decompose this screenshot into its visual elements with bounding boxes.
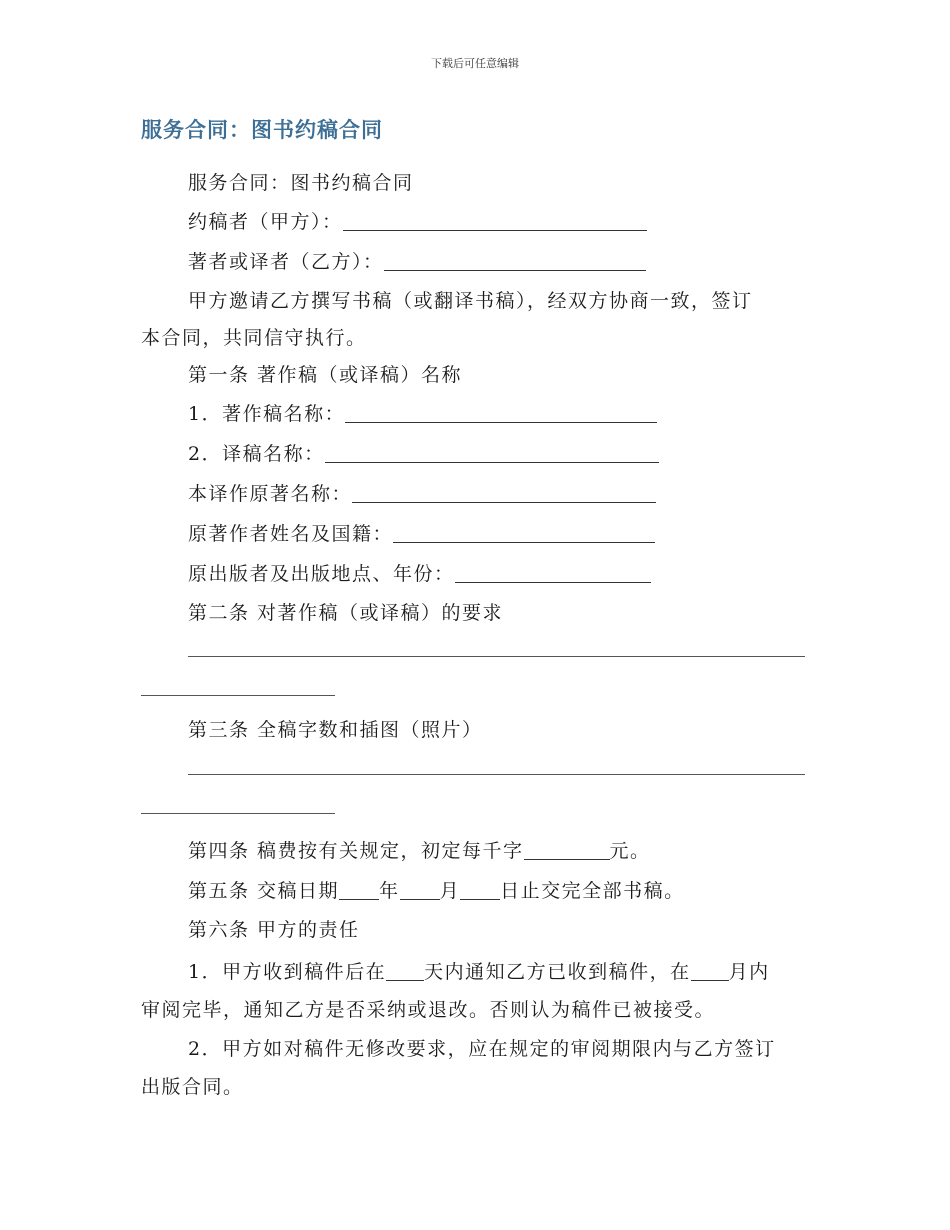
original-author-line — [188, 519, 655, 546]
party-a-line — [188, 207, 647, 234]
page-header-note: 下载后可任意编辑 — [431, 57, 519, 70]
original-publisher-line — [188, 559, 651, 586]
preamble-line-1: 甲方邀请乙方撰写书稿（或翻译书稿），经双方协商一致，签订 — [188, 290, 753, 312]
article-2-heading: 第二条 对著作稿（或译稿）的要求 — [188, 602, 504, 624]
original-author-label: 原著作者姓名及国籍： — [188, 523, 394, 545]
item-1-text-a: 1．甲方收到稿件后在 — [188, 961, 387, 983]
preamble-line-2: 本合同，共同信守执行。 — [141, 327, 367, 349]
original-title-blank — [352, 484, 656, 503]
article-2-blank-line-2 — [141, 695, 335, 696]
original-title-label: 本译作原著名称： — [188, 483, 353, 505]
work-name-line — [188, 399, 657, 426]
month-blank — [400, 881, 440, 900]
year-blank — [339, 881, 379, 900]
item-1-text-c: 月内 — [728, 961, 770, 983]
document-title: 服务合同：图书约稿合同 — [141, 118, 383, 142]
article-6-item-1-line-1 — [188, 957, 770, 984]
party-b-blank — [384, 252, 646, 271]
fee-per-thousand-blank — [524, 841, 610, 860]
month-label: 月 — [439, 880, 461, 902]
article-5-tail: 日止交完全部书稿。 — [500, 880, 685, 902]
article-6-item-1-line-2: 审阅完毕，通知乙方是否采纳或退改。否则认为稿件已被接受。 — [141, 999, 716, 1021]
article-1-heading: 第一条 著作稿（或译稿）名称 — [188, 364, 463, 386]
translation-name-label: 2．译稿名称： — [188, 443, 325, 465]
article-5-line — [188, 876, 685, 903]
article-4-line — [188, 836, 651, 863]
notify-days-blank — [386, 962, 424, 981]
review-months-blank — [691, 962, 729, 981]
translation-name-blank — [325, 444, 659, 463]
article-6-heading: 第六条 甲方的责任 — [188, 919, 360, 941]
original-publisher-blank — [455, 564, 651, 583]
article-6-item-2-line-1: 2．甲方如对稿件无修改要求，应在规定的审阅期限内与乙方签订 — [188, 1038, 776, 1060]
year-label: 年 — [379, 880, 400, 902]
article-3-heading: 第三条 全稿字数和插图（照片） — [188, 719, 483, 741]
article-4-unit: 元。 — [609, 840, 651, 862]
work-name-blank — [345, 404, 657, 423]
article-3-blank-line-2 — [141, 813, 335, 814]
article-5-text: 第五条 交稿日期 — [188, 880, 340, 902]
item-1-text-b: 天内通知乙方已收到稿件，在 — [424, 961, 691, 983]
translation-name-line — [188, 439, 659, 466]
original-title-line — [188, 479, 656, 506]
article-6-item-2-line-2: 出版合同。 — [141, 1076, 244, 1098]
work-name-label: 1．著作稿名称： — [188, 403, 346, 425]
party-b-label: 著者或译者（乙方）： — [188, 251, 384, 273]
day-blank — [460, 881, 500, 900]
contract-name-line: 服务合同：图书约稿合同 — [188, 172, 414, 194]
original-author-blank — [393, 524, 655, 543]
article-4-text: 第四条 稿费按有关规定，初定每千字 — [188, 840, 524, 862]
party-a-blank — [343, 212, 647, 231]
original-publisher-label: 原出版者及出版地点、年份： — [188, 563, 455, 585]
party-b-line — [188, 247, 646, 274]
article-3-blank-line-1 — [188, 774, 805, 775]
article-2-blank-line-1 — [188, 656, 805, 657]
party-a-label: 约稿者（甲方）： — [188, 211, 343, 233]
